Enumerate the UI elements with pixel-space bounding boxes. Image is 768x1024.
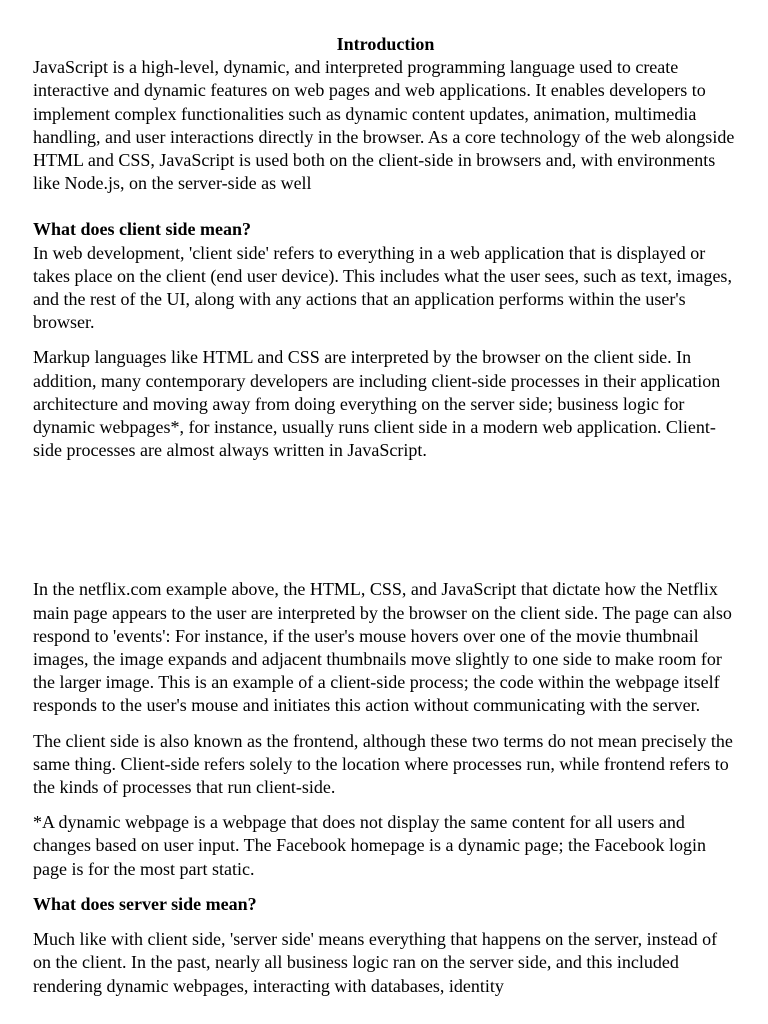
- server-side-heading: What does server side mean?: [33, 893, 257, 914]
- spacer: [33, 334, 738, 346]
- client-side-paragraph-4: The client side is also known as the frontend, although these two terms do not mean precisely the same thing. Client-side refers solely to the location where processes run, while frontend refers to the kinds of processes that run client-side.: [33, 730, 733, 798]
- spacer: [33, 799, 738, 811]
- client-side-heading: What does client side mean?: [33, 219, 251, 240]
- document-page: [33, 33, 738, 998]
- spacer: [33, 916, 738, 928]
- spacer: [33, 195, 738, 218]
- client-side-paragraph-2: Markup languages like HTML and CSS are interpreted by the browser on the client side. In addition, many contemporary developers are including client-side processes in their application architecture and moving away from doing everything on the server side; business logic for dynamic webpages*, for instance, usually runs client side in a modern web application. Client-side processes are almost always written in JavaScript.: [33, 347, 721, 461]
- client-side-paragraph-1: In web development, 'client side' refers to everything in a web application that is displayed or takes place on the client (end user device). This includes what the user sees, such as text, images, and the rest of the UI, along with any actions that an application performs within the user's browser.: [33, 242, 732, 333]
- missing-image: [33, 462, 738, 578]
- server-side-paragraph-1: Much like with client side, 'server side' means everything that happens on the server, instead of on the client. In the past, nearly all business logic ran on the server side, and this included rendering dynamic webpages, interacting with databases, identity: [33, 929, 718, 996]
- intro-paragraph: JavaScript is a high-level, dynamic, and interpreted programming language used to create interactive and dynamic features on web pages and web applications. It enables developers to implement complex functionalities such as dynamic content updates, animation, multimedia handling, and user interactions directly in the browser. As a core technology of the web alongside HTML and CSS, JavaScript is used both on the client-side in browsers and, with environments like Node.js, on the server-side as well: [33, 57, 735, 194]
- blank-image-area: [33, 462, 738, 578]
- client-side-paragraph-3: In the netflix.com example above, the HTML, CSS, and JavaScript that dictate how the Netflix main page appears to the user are interpreted by the browser on the client side. The page can also respond to 'events': For instance, if the user's mouse hovers over one of the movie thumbnail images, the image expands and adjacent thumbnails move slightly to one side to make room for the larger image. This is an example of a client-side process; the code within the webpage itself responds to the user's mouse and initiates this action without communicating with the server.: [33, 579, 732, 716]
- spacer: [33, 881, 738, 893]
- spacer: [33, 718, 738, 730]
- footnote-paragraph: *A dynamic webpage is a webpage that does not display the same content for all users and changes based on user input. The Facebook homepage is a dynamic page; the Facebook login page is for the most part static.: [33, 812, 706, 879]
- page-title: Introduction: [336, 34, 435, 54]
